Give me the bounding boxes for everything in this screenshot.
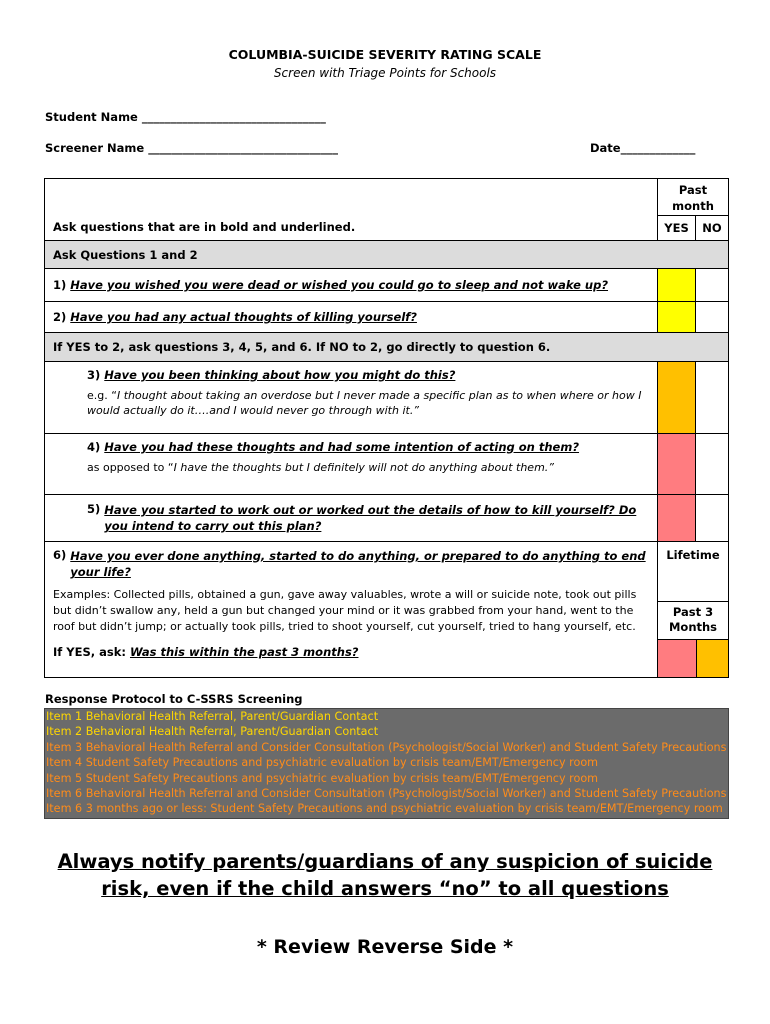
q6-examples: Examples: Collected pills, obtained a gun, gave away valuables, wrote a will or suicide note, took out pills but didn’t swallow any, held a gun but changed your mind or it was grabbed from your hand, went to the roof but didn’t jump; or actually took pills, tried to shoot yourself, cut yourself, tried to hang yourself, etc. [53, 588, 637, 633]
form-title: COLUMBIA-SUICIDE SEVERITY RATING SCALE [228, 47, 542, 62]
q6-followup-prefix: If YES, ask: [53, 645, 130, 659]
question-2-text: Have you had any actual thoughts of killing yourself? [70, 310, 417, 324]
q4-example-prefix: as opposed to “ [87, 461, 174, 474]
protocol-item: Item 4 Student Safety Precautions and psychiatric evaluation by crisis team/EMT/Emergency room [46, 756, 599, 770]
q6-no-cell[interactable] [697, 640, 728, 677]
q4-no-cell[interactable] [696, 434, 729, 495]
section-header-1: Ask Questions 1 and 2 [45, 241, 729, 269]
lifetime-header: Lifetime [658, 542, 729, 602]
date-field[interactable]: Date_____________ [590, 141, 696, 155]
q3-yes-cell[interactable] [658, 362, 696, 434]
q2-yes-cell[interactable] [658, 302, 696, 333]
no-header: NO [696, 216, 729, 241]
review-reverse-side: * Review Reverse Side * [256, 936, 514, 958]
q1-no-cell[interactable] [696, 269, 729, 302]
question-number: 1) [53, 278, 71, 292]
question-number: 2) [53, 310, 71, 324]
q4-example-text: I have the thoughts but I definitely will not do anything about them.” [173, 461, 554, 474]
protocol-item: Item 6 Behavioral Health Referral and Consider Consultation (Psychologist/Social Worker) and Student Safety Precautions [46, 787, 727, 801]
question-1 [45, 269, 658, 302]
question-number: 6) [53, 548, 71, 562]
question-number: 3) [87, 368, 105, 382]
past-3-months-header: Past 3 Months [668, 605, 718, 634]
question-number: 4) [87, 440, 105, 454]
question-3 [45, 362, 658, 434]
yes-header: YES [658, 216, 696, 241]
q2-no-cell[interactable] [696, 302, 729, 333]
protocol-item: Item 1 Behavioral Health Referral, Parent/Guardian Contact [46, 710, 379, 723]
protocol-item: Item 3 Behavioral Health Referral and Consider Consultation (Psychologist/Social Worker) and Student Safety Precautions [46, 740, 727, 754]
instruction-text: Ask questions that are in bold and underlined. [53, 220, 356, 234]
q6-yes-cell[interactable] [658, 640, 697, 677]
q3-example-prefix: e.g. “ [87, 389, 117, 402]
q6-followup-text: Was this within the past 3 months? [129, 645, 359, 659]
protocol-item: Item 6 3 months ago or less: Student Safety Precautions and psychiatric evaluation by crisis team/EMT/Emergency room [46, 802, 723, 816]
question-1-text: Have you wished you were dead or wished you could go to sleep and not wake up? [70, 278, 609, 292]
q5-yes-cell[interactable] [658, 495, 696, 542]
protocol-title: Response Protocol to C-SSRS Screening [45, 692, 303, 706]
q4-yes-cell[interactable] [658, 434, 696, 495]
q3-example-text: I thought about taking an overdose but I never made a specific plan as to when where or how I would actually do it….and I would never go through with it.” [87, 389, 642, 417]
screener-name-field[interactable]: Screener Name _________________________________ [45, 141, 338, 155]
question-5 [45, 495, 658, 542]
protocol-item: Item 5 Student Safety Precautions and psychiatric evaluation by crisis team/EMT/Emergency room [46, 771, 599, 785]
past-month-header: Past month [658, 179, 729, 216]
q5-no-cell[interactable] [696, 495, 729, 542]
form-subtitle: Screen with Triage Points for Schools [273, 66, 497, 80]
question-3-text: Have you been thinking about how you might do this? [104, 368, 456, 382]
protocol-box [44, 708, 729, 819]
q1-yes-cell[interactable] [658, 269, 696, 302]
protocol-item: Item 2 Behavioral Health Referral, Parent/Guardian Contact [46, 725, 379, 739]
question-number: 5) [87, 502, 105, 516]
question-4-text: Have you had these thoughts and had some intention of acting on them? [104, 440, 580, 454]
section-header-2: If YES to 2, ask questions 3, 4, 5, and 6. If NO to 2, go directly to question 6. [45, 333, 729, 362]
past-3-months-block [658, 602, 729, 678]
question-6-text: Have you ever done anything, started to do anything, or prepared to do anything to end your life? [70, 549, 646, 579]
screening-table [44, 178, 729, 678]
student-name-field[interactable]: Student Name ________________________________ [45, 110, 326, 124]
q3-no-cell[interactable] [696, 362, 729, 434]
notify-parents-notice: Always notify parents/guardians of any suspicion of suicide risk, even if the child answers “no” to all questions [57, 850, 713, 900]
question-5-text: Have you started to work out or worked out the details of how to kill yourself? Do you intend to carry out this plan? [104, 503, 637, 533]
question-2 [45, 302, 658, 333]
question-6 [45, 542, 658, 678]
question-4 [45, 434, 658, 495]
